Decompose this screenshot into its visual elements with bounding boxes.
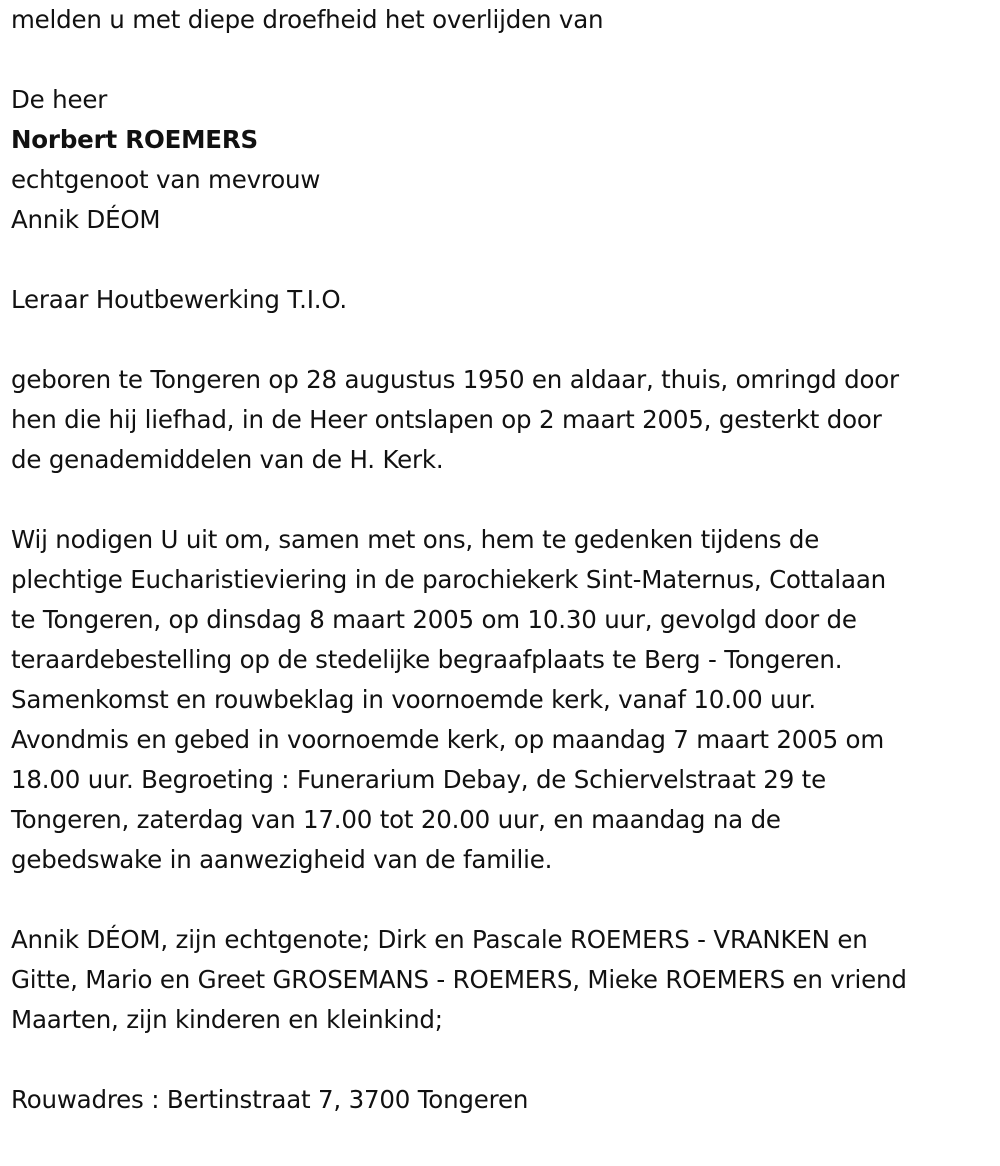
paragraph-line: Gitte, Mario en Greet GROSEMANS - ROEMERS, Mieke ROEMERS en vriend (11, 965, 907, 994)
mourning-address: Rouwadres : Bertinstraat 7, 3700 Tongeren (11, 1085, 529, 1114)
paragraph-line: plechtige Eucharistieviering in de parochiekerk Sint-Maternus, Cottalaan (11, 565, 886, 594)
paragraph-line: geboren te Tongeren op 28 augustus 1950 en aldaar, thuis, omringd door (11, 365, 899, 394)
paragraph-line: Tongeren, zaterdag van 17.00 tot 20.00 uur, en maandag na de (11, 805, 781, 834)
obituary-notice (11, 0, 996, 1120)
paragraph-line: de genademiddelen van de H. Kerk. (11, 445, 444, 474)
spouse-name: Annik DÉOM (11, 205, 161, 234)
spacer (11, 240, 996, 280)
paragraph-line: 18.00 uur. Begroeting : Funerarium Debay, de Schiervelstraat 29 te (11, 765, 826, 794)
profession: Leraar Houtbewerking T.I.O. (11, 285, 348, 314)
paragraph-line: teraardebestelling op de stedelijke begraafplaats te Berg - Tongeren. (11, 645, 843, 674)
intro-text: melden u met diepe droefheid het overlijden van (11, 5, 604, 34)
spacer (11, 320, 996, 360)
paragraph-line: gebedswake in aanwezigheid van de familie. (11, 845, 553, 874)
salutation: De heer (11, 85, 108, 114)
spacer (11, 40, 996, 80)
birth-death-paragraph (11, 360, 996, 480)
paragraph-line: hen die hij liefhad, in de Heer ontslapen op 2 maart 2005, gesterkt door (11, 405, 882, 434)
family-paragraph (11, 920, 996, 1040)
paragraph-line: te Tongeren, op dinsdag 8 maart 2005 om 10.30 uur, gevolgd door de (11, 605, 857, 634)
paragraph-line: Avondmis en gebed in voornoemde kerk, op maandag 7 maart 2005 om (11, 725, 885, 754)
spacer (11, 1040, 996, 1080)
paragraph-line: Annik DÉOM, zijn echtgenote; Dirk en Pascale ROEMERS - VRANKEN en (11, 925, 868, 954)
spacer (11, 880, 996, 920)
deceased-name: Norbert ROEMERS (11, 125, 258, 154)
ceremony-paragraph (11, 520, 996, 880)
paragraph-line: Samenkomst en rouwbeklag in voornoemde kerk, vanaf 10.00 uur. (11, 685, 817, 714)
spouse-line: echtgenoot van mevrouw (11, 165, 321, 194)
paragraph-line: Wij nodigen U uit om, samen met ons, hem te gedenken tijdens de (11, 525, 820, 554)
spacer (11, 480, 996, 520)
paragraph-line: Maarten, zijn kinderen en kleinkind; (11, 1005, 443, 1034)
